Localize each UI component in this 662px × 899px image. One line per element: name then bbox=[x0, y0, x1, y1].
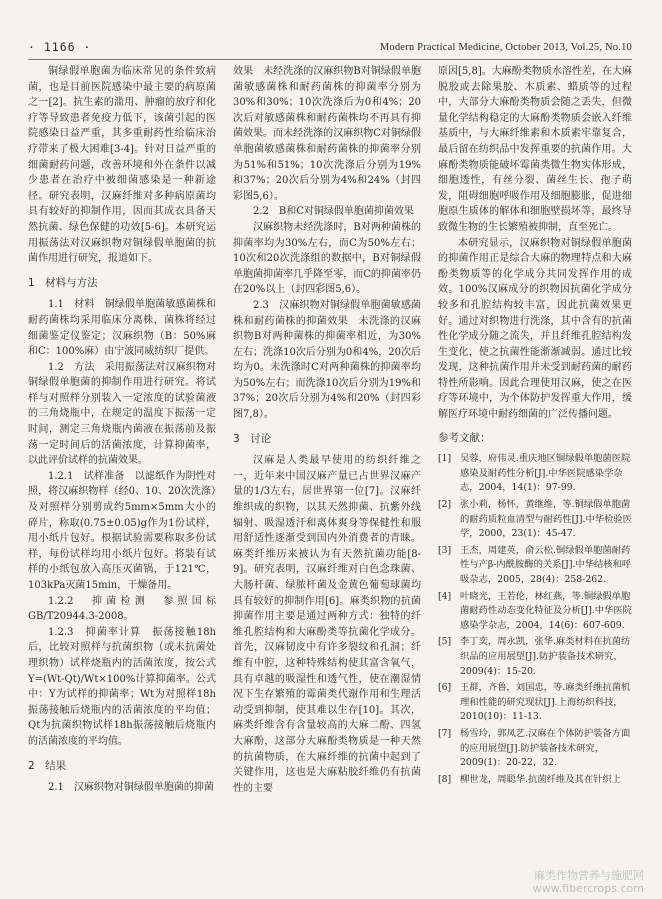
reference-item bbox=[438, 727, 632, 771]
reference-text: 柳世龙，周聪华.抗菌纤维及其在针织上 bbox=[460, 773, 622, 785]
references-heading: 参考文献： bbox=[438, 431, 491, 444]
results-paragraph-2-2: 汉麻织物未经洗涤时，B对两种菌株的抑菌率均为30%左右，而C为50%左右；10次和20次洗涤组的数据中，B对铜绿假单胞菌抑菌率几乎降至零，而C的抑菌率仍在20%以上（封四彩图5,6）。 bbox=[233, 221, 421, 296]
reference-item bbox=[438, 452, 632, 496]
page-number: · 1166 · bbox=[28, 40, 92, 54]
reference-number: [5] bbox=[438, 636, 452, 648]
watermark-name: 麻类作物营养与施肥网 bbox=[534, 869, 644, 882]
reference-number: [6] bbox=[438, 682, 452, 694]
reference-text: 吴蓉，府伟灵.重庆地区铜绿假单胞菌医院感染及耐药性分析[J].中华医院感染学杂志，2004，14(1)：97-99. bbox=[460, 453, 631, 494]
results-paragraph-2-3: 2.3 汉麻织物对铜绿假单胞菌敏感菌株和耐药菌株的抑菌效果 未洗涤的汉麻织物B对两种菌株的抑菌率相近，为30%左右；洗涤10次后分别为0和4%，20次后均为0。未洗涤时C对两种菌株的抑菌率均为50%左右；而洗涤10次后分别为19%和37%；20次后分别为4%和20%（封四彩图7,8）。 bbox=[233, 299, 421, 421]
reference-text: 李丁奕，周永凯，张华.麻类材料在抗菌纺织品的应用展望[J].防护装备技术研究，2009(4)：15-20. bbox=[460, 636, 631, 677]
journal-title: Modern Practical Medicine, October 2013, Vol.25, No.10 bbox=[379, 42, 632, 53]
results-paragraph-start: 2.1 汉麻织物对铜绿假单胞菌的抑菌 bbox=[48, 782, 214, 794]
discussion-paragraph: 汉麻是人类最早使用的纺织纤维之一，近年来中国汉麻产量已占世界汉麻产量的1/3左右，居世界第一位[7]。汉麻纤维织成的织物，以其天然抑菌、抗紫外线辐射、吸湿透汗和离体爽身等保健性和服用舒适性逐渐受到国内外消费者的青睐。麻类纤维历来被认为有天然抗菌功能[8-9]。研究表明，汉麻纤维对白色念珠菌、大肠杆菌、绿脓杆菌及金黄色葡萄球菌均具有较好的抑制作用[6]。麻类织物的抗菌抑菌作用主要是通过两种方式：独特的纤维孔腔结构和大麻酚类等抗菌化学成分。首先，汉麻韧皮中有许多裂纹和孔洞；纤维有中腔，这种特殊结构使其富含氧气，具有卓越的吸湿性和透气性，使在潮湿情况下生存繁殖的霉菌类代谢作用和生理活动受到抑制，使其难以生存[10]。其次，麻类纤维含有含量较高的大麻二酚、四氢大麻酚，这部分大麻酚类物质是一种天然的抗菌物质，在大麻纤维的抗菌中起到了关键作用，这也是大麻粘胶纤维仍有抗菌性的主要 bbox=[233, 455, 421, 794]
intro-paragraph: 铜绿假单胞菌为临床常见的条件致病菌，也是目前医院感染中最主要的病原菌之一[2]。抗生素的滥用、肿瘤的放疗和化疗等导致患者免疫力低下，该菌引起的医院感染日益严重，其多重耐药性给临床治疗带来了极大困难[3-4]。针对日益严重的细菌耐药问题，改善环境和外在条件以减少患者在治疗中被细菌感染是一种新途径。研究表明，汉麻纤维对多种病原菌均具有较好的抑制作用，因而其成衣具备天然抗菌、绿色保健的功效[5-6]。本研究运用振荡法对汉麻织物对铜绿假单胞菌的抗菌作用进行研究，报道如下。 bbox=[28, 66, 216, 265]
reference-number: [2] bbox=[438, 499, 452, 511]
materials-paragraph: 1.1 材料 铜绿假单胞菌敏感菌株和耐药菌株均采用临床分离株，菌株将经过细菌鉴定仪鉴定；汉麻织物（B：50%麻和C：100%麻）由宁波同威纺织厂提供。 bbox=[28, 299, 216, 358]
calculation-paragraph: 1.2.3 抑菌率计算 振荡接触18h后，比较对照样与抗菌织物（或未抗菌处理织物）试样烧瓶内的活菌浓度，按公式Y=(Wt-Qt)/Wt×100%计算抑菌率。公式中：Y为试样的抑菌率；Wt为对照样18h振荡接触后烧瓶内的活菌浓度的平均值；Qt为抗菌织物试样18h振荡接触后烧瓶内的活菌浓度的平均值。 bbox=[28, 626, 216, 747]
results-paragraph-cont: 效果 未经洗涤的汉麻织物B对铜绿假单胞菌敏感菌株和耐药菌株的抑菌率分别为30%和30%；10次洗涤后为0和4%；20次后对敏感菌株和耐药菌株均不再具有抑菌效果。而未经洗涤的汉麻织物C对铜绿假单胞菌敏感菌株和耐药菌株的抑菌率分别为51%和51%；10次洗涤后分别为19%和37%；20次后分别为4%和24%（封四彩图5,6）。 bbox=[233, 66, 421, 202]
reference-list bbox=[438, 452, 632, 787]
detection-paragraph: 1.2.2 抑菌检测 参照国标GB/T20944.3-2008。 bbox=[28, 595, 216, 623]
reference-item bbox=[438, 498, 632, 542]
reference-number: [4] bbox=[438, 590, 452, 602]
reference-text: 杨雪玲，郭凤艺.汉麻在个体防护装备方面的应用展望[J].防护装备技术研究，2009(1)：20-22，32. bbox=[460, 727, 631, 769]
reference-text: 王群，齐鲁，刘国忠，等.麻类纤维抗菌机理和性能的研究现状[J].上海纺织科技，2010(10)：11-13. bbox=[460, 682, 631, 723]
subsection-heading-2-2: 2.2 B和C对铜绿假单胞菌抑菌效果 bbox=[253, 206, 414, 218]
header-rule bbox=[28, 59, 632, 60]
section-heading-results: 2 结果 bbox=[28, 759, 67, 772]
reference-number: [7] bbox=[438, 727, 452, 739]
reference-number: [1] bbox=[438, 453, 452, 465]
method-paragraph: 1.2 方法 采用振荡法对汉麻织物对铜绿假单胞菌的抑制作用进行研究。将试样与对照样分别装入一定浓度的试验菌液的三角烧瓶中，在规定的温度下振荡一定时间，测定三角烧瓶内菌液在振荡前及振荡一定时间后的活菌浓度，计算抑菌率，以此评价试样的抗菌效果。 bbox=[28, 361, 216, 467]
article-body bbox=[28, 64, 632, 864]
reference-number: [8] bbox=[438, 773, 452, 785]
reference-number: [3] bbox=[438, 544, 452, 556]
reference-item bbox=[438, 773, 632, 788]
reference-item bbox=[438, 590, 632, 634]
page-header bbox=[28, 40, 632, 58]
reference-text: 张小莉，杨怀，黄继维，等.铜绿假单胞菌的耐药质粒血清型与耐药性[J].中华检验医学，2000，23(1)：45-47. bbox=[460, 499, 632, 540]
reference-item bbox=[438, 635, 632, 679]
section-heading-methods: 1 材料与方法 bbox=[28, 276, 98, 289]
watermark bbox=[533, 869, 644, 895]
column-right bbox=[438, 64, 632, 789]
reference-item bbox=[438, 681, 632, 725]
reference-text: 王杰，周建英，俞云松.铜绿假单胞菌耐药性与产β-内酰胺酶的关系[J].中华结核和呼吸杂志，2005，28(4)：258-262. bbox=[460, 544, 632, 585]
column-left bbox=[28, 64, 216, 796]
discussion-paragraph-cont: 原因[5,8]。大麻酚类物质水溶性差，在大麻脱胶或去除果胶、木质素、蜡质等的过程中，大部分大麻酚类物质会随之丢失，但微量化学结构稳定的大麻酚类物质会嵌入纤维基质中，与大麻纤维素和木质素牢靠复合，最后留在纺织品中发挥重要的抗菌作用。大麻酚类物质能破坏霉菌类微生物实体形成，细胞透性，有丝分裂、菌丝生长、孢子萌发，阻碍细胞呼吸作用及细胞膨胀，促进细胞原生质体的解体和细胞壁损坏等，最终导致微生物的生长繁殖被抑制，直至死亡。 bbox=[438, 66, 632, 233]
sample-prep-paragraph: 1.2.1 试样准备 以滤纸作为阴性对照，将汉麻织物样（经0、10、20次洗涤）及对照样分别剪成约5mm×5mm大小的碎片，称取(0.75±0.05)g作为1份试样，用小纸片包好。根据试验需要称取多份试样，每份试样均用小纸片包好。将装有试样的小纸包放入高压灭菌锅，于121℃，103kPa灭菌15min，干燥备用。 bbox=[28, 470, 216, 591]
conclusion-paragraph: 本研究显示，汉麻织物对铜绿假单胞菌的抑菌作用正是综合大麻的物理特点和大麻酚类物质等的化学成分共同发挥作用的成效。100%汉麻成分的织物因抗菌化学成分较多和孔腔结构较丰富，因此抗菌效果更好。通过对织物进行洗涤，其中含有的抗菌性化学成分随之流失，并且纤维孔腔结构发生变化，使之抗菌性能渐渐减弱。通过比较发现，这种抗菌作用并未受到耐药菌的耐药特性所影响。因此合理使用汉麻，使之在医疗等环境中，为个体防护发挥重大作用，缓解医疗环境中耐药细菌的广泛传播问题。 bbox=[438, 237, 632, 421]
watermark-url: www.fibercrops.com bbox=[532, 882, 644, 895]
reference-text: 叶晓光，王若伦，林红燕，等.铜绿假单胞菌耐药性动态变化特征及分析[J].中华医院感染学杂志，2004，14(6)：607-609. bbox=[460, 590, 632, 631]
column-middle bbox=[233, 64, 421, 796]
section-heading-discussion: 3 讨论 bbox=[233, 432, 272, 445]
reference-item bbox=[438, 544, 632, 588]
